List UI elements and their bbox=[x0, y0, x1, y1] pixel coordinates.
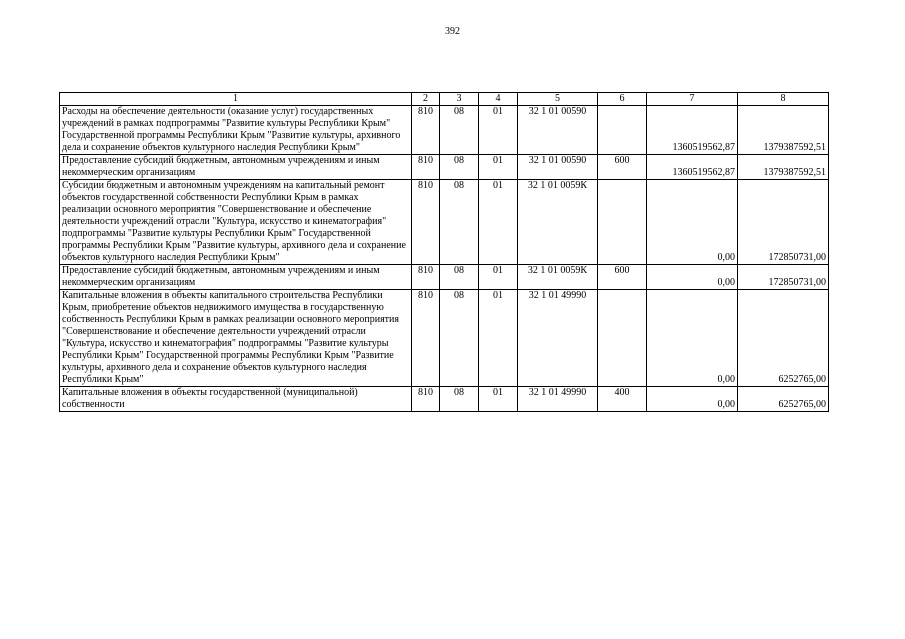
header-cell-4: 4 bbox=[479, 93, 518, 106]
row-col5: 32 1 01 00590 bbox=[518, 106, 598, 155]
row-col2: 810 bbox=[412, 155, 440, 180]
row-col8: 1379387592,51 bbox=[738, 106, 829, 155]
row-col7: 0,00 bbox=[647, 180, 738, 265]
row-name: Капитальные вложения в объекты государственной (муниципальной) собственности bbox=[60, 387, 412, 412]
row-col2: 810 bbox=[412, 290, 440, 387]
table-row bbox=[60, 290, 829, 387]
table-header-row bbox=[60, 93, 829, 106]
header-cell-1: 1 bbox=[60, 93, 412, 106]
row-col6 bbox=[598, 106, 647, 155]
row-col8: 6252765,00 bbox=[738, 387, 829, 412]
row-col4: 01 bbox=[479, 155, 518, 180]
row-col4: 01 bbox=[479, 180, 518, 265]
header-cell-3: 3 bbox=[440, 93, 479, 106]
row-col7: 1360519562,87 bbox=[647, 106, 738, 155]
table-row bbox=[60, 265, 829, 290]
row-col6 bbox=[598, 290, 647, 387]
row-name: Расходы на обеспечение деятельности (оказание услуг) государственных учреждений в рамках подпрограммы "Развитие культуры Республики Крым" Государственной программы Республики Крым "Развитие культуры, архивного дела и сохранение объектов культурного наследия Республики Крым" bbox=[60, 106, 412, 155]
row-col6: 400 bbox=[598, 387, 647, 412]
row-col7: 0,00 bbox=[647, 387, 738, 412]
row-name: Предоставление субсидий бюджетным, автономным учреждениям и иным некоммерческим организациям bbox=[60, 265, 412, 290]
row-col4: 01 bbox=[479, 106, 518, 155]
row-col4: 01 bbox=[479, 387, 518, 412]
row-col3: 08 bbox=[440, 180, 479, 265]
row-col3: 08 bbox=[440, 265, 479, 290]
row-col8: 172850731,00 bbox=[738, 180, 829, 265]
table-row bbox=[60, 106, 829, 155]
row-col6: 600 bbox=[598, 265, 647, 290]
row-col3: 08 bbox=[440, 155, 479, 180]
row-col7: 0,00 bbox=[647, 265, 738, 290]
table-row bbox=[60, 180, 829, 265]
row-col5: 32 1 01 0059К bbox=[518, 265, 598, 290]
row-col6 bbox=[598, 180, 647, 265]
header-cell-6: 6 bbox=[598, 93, 647, 106]
row-col7: 1360519562,87 bbox=[647, 155, 738, 180]
row-name: Субсидии бюджетным и автономным учреждениям на капитальный ремонт объектов государственной собственности Республики Крым в рамках реализации основного мероприятия "Совершенствование и обеспечение деятельности учреждений отрасли "Культура, искусство и кинематография" подпрограммы "Развитие культуры Республики Крым" Государственной программы Республики Крым "Развитие культуры, архивного дела и сохранение объектов культурного наследия Республики Крым" bbox=[60, 180, 412, 265]
row-col2: 810 bbox=[412, 106, 440, 155]
row-col5: 32 1 01 49990 bbox=[518, 290, 598, 387]
row-name: Капитальные вложения в объекты капитального строительства Республики Крым, приобретение объектов недвижимого имущества в государственную собственность Республики Крым в рамках реализации основного мероприятия "Совершенствование и обеспечение деятельности учреждений отрасли "Культура, искусство и кинематография" подпрограммы "Развитие культуры Республики Крым" Государственной программы Республики Крым "Развитие культуры, архивного дела и сохранение объектов культурного наследия Республики Крым" bbox=[60, 290, 412, 387]
budget-table bbox=[59, 92, 829, 412]
row-col4: 01 bbox=[479, 290, 518, 387]
row-col2: 810 bbox=[412, 387, 440, 412]
row-col8: 172850731,00 bbox=[738, 265, 829, 290]
header-cell-5: 5 bbox=[518, 93, 598, 106]
row-col5: 32 1 01 00590 bbox=[518, 155, 598, 180]
table-row bbox=[60, 387, 829, 412]
table-row bbox=[60, 155, 829, 180]
row-col8: 1379387592,51 bbox=[738, 155, 829, 180]
page-number: 392 bbox=[445, 26, 460, 37]
row-name: Предоставление субсидий бюджетным, автономным учреждениям и иным некоммерческим организациям bbox=[60, 155, 412, 180]
row-col2: 810 bbox=[412, 265, 440, 290]
header-cell-7: 7 bbox=[647, 93, 738, 106]
row-col5: 32 1 01 49990 bbox=[518, 387, 598, 412]
header-cell-2: 2 bbox=[412, 93, 440, 106]
row-col4: 01 bbox=[479, 265, 518, 290]
row-col3: 08 bbox=[440, 387, 479, 412]
row-col2: 810 bbox=[412, 180, 440, 265]
row-col8: 6252765,00 bbox=[738, 290, 829, 387]
row-col3: 08 bbox=[440, 290, 479, 387]
row-col7: 0,00 bbox=[647, 290, 738, 387]
row-col5: 32 1 01 0059К bbox=[518, 180, 598, 265]
row-col3: 08 bbox=[440, 106, 479, 155]
row-col6: 600 bbox=[598, 155, 647, 180]
header-cell-8: 8 bbox=[738, 93, 829, 106]
